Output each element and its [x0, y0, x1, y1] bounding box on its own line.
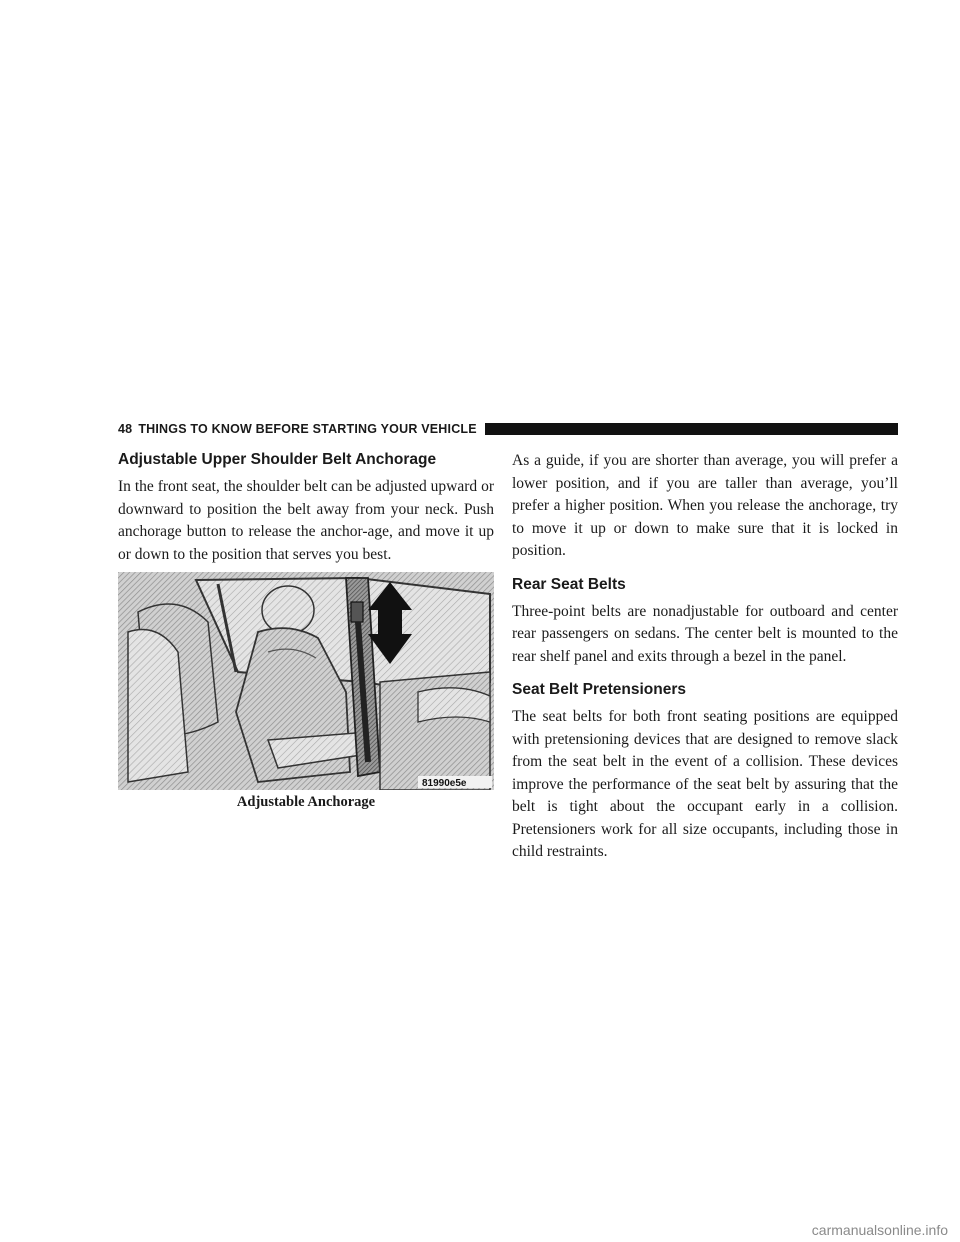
page-header [118, 420, 898, 438]
position-guide-paragraph: As a guide, if you are shorter than average, you will prefer a lower position, and if you are taller than average, you’ll prefer a higher position. When you release the anchorage, try to move it up or down to make sure that it is locked in position. [512, 452, 898, 559]
pretensioners-paragraph: The seat belts for both front seating positions are equipped with pretensioning devices that are designed to remove slack from the seat belt in the event of a collision. These devices improve the performance of the seat belt by assuring that the belt is tight about the occupant early in a collision. Pretensioners work for all size occupants, including those in child restraints. [512, 708, 898, 860]
seat-illustration [118, 572, 494, 790]
figure-code: 81990e5e [422, 778, 467, 789]
anchorage-illustration [118, 572, 494, 790]
chapter-title: THINGS TO KNOW BEFORE STARTING YOUR VEHICLE [138, 422, 477, 436]
section-heading-pretensioners: Seat Belt Pretensioners [512, 681, 687, 698]
watermark: carmanualsonline.info [811, 1222, 948, 1238]
section-heading-anchorage: Adjustable Upper Shoulder Belt Anchorage [118, 451, 437, 468]
header-rule [485, 423, 898, 435]
page-number: 48 [118, 422, 133, 436]
section-heading-rear-seat-belts: Rear Seat Belts [512, 575, 626, 593]
right-column [512, 450, 898, 864]
left-column [118, 450, 494, 811]
figure-caption: Adjustable Anchorage [236, 794, 376, 810]
anchorage-paragraph: In the front seat, the shoulder belt can be adjusted upward or downward to position the belt away from your neck. Push anchorage button to release the anchor-age, and move it up or down to the position that serves you best. [118, 478, 494, 563]
rear-seat-belts-paragraph: Three-point belts are nonadjustable for outboard and center rear passengers on sedans. The center belt is mounted to the rear shelf panel and exits through a bezel in the panel. [512, 602, 898, 665]
